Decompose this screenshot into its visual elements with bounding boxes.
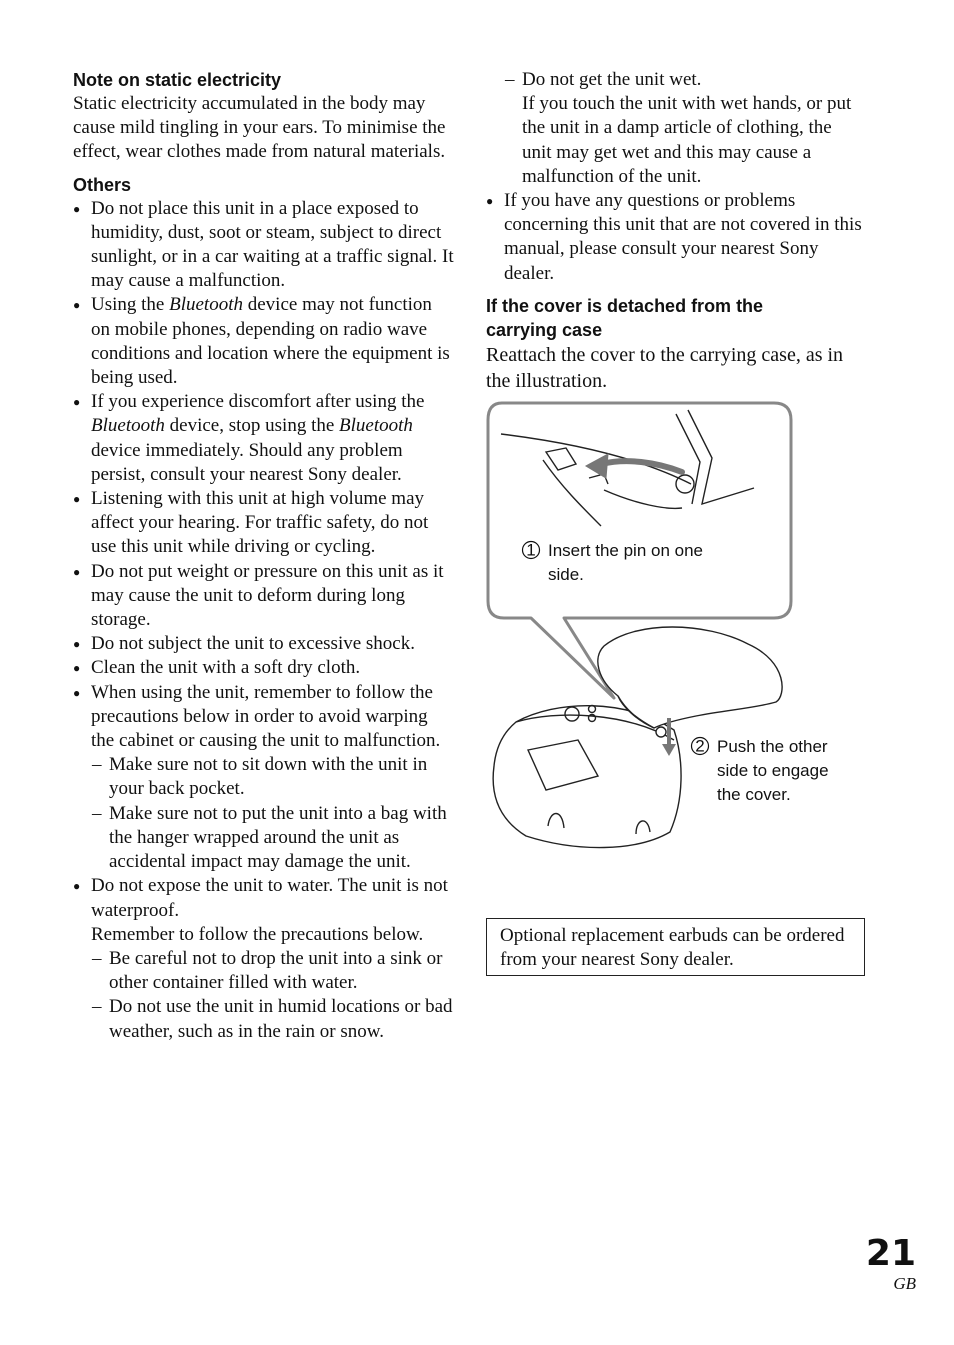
- step2-caption-line: Push the other: [717, 737, 828, 756]
- precautions-sublist: [91, 753, 455, 874]
- list-item: ● Listening with this unit at high volume may affect your hearing. For traffic safety, do not use this unit while driving or cycling.: [73, 487, 455, 560]
- sublist-item: – Do not get the unit wet. If you touch the unit with wet hands, or put the unit in a damp article of clothing, the unit may get wet and this may cause a malfunction of the unit.: [504, 68, 864, 189]
- list-item: ● Do not expose the unit to water. The unit is not waterproof. Remember to follow the precautions below. – Be careful not to drop the unit into a sink or other container filled with water. – Do not use the unit in humid locations or bad weather, such as in the rain or snow.: [73, 874, 455, 1043]
- sublist-item: – Do not use the unit in humid locations or bad weather, such as in the rain or snow.: [91, 995, 455, 1043]
- sublist-item: – Make sure not to sit down with the unit in your back pocket.: [91, 753, 455, 801]
- list-item: ● Do not put weight or pressure on this unit as it may cause the unit to deform during long storage.: [73, 560, 455, 633]
- step1-caption-line: side.: [548, 565, 584, 584]
- list-item: ● If you have any questions or problems concerning this unit that are not covered in this manual, please consult your nearest Sony dealer.: [486, 189, 864, 286]
- list-item: ● Do not subject the unit to excessive shock.: [73, 632, 455, 656]
- static-electricity-heading: Note on static electricity: [73, 70, 282, 90]
- list-item: ● Clean the unit with a soft dry cloth.: [73, 656, 455, 680]
- cover-reattach-illustration: [486, 400, 864, 870]
- static-electricity-text: Static electricity accumulated in the body may cause mild tingling in your ears. To minimise the effect, wear clothes made from natural materials.: [73, 93, 446, 163]
- list-item: ● Using the Bluetooth device may not function on mobile phones, depending on radio wave conditions and location where the equipment is being used.: [73, 293, 455, 390]
- reattach-instruction: Reattach the cover to the carrying case, as in the illustration.: [486, 343, 844, 392]
- others-heading: Others: [73, 174, 132, 195]
- page-number-value: 21: [865, 1233, 916, 1274]
- sublist-item: – Be careful not to drop the unit into a sink or other container filled with water.: [91, 947, 455, 995]
- water-sublist-continued: [504, 68, 864, 189]
- page-number: [866, 1234, 916, 1294]
- water-sublist: [91, 947, 455, 1044]
- step1-caption-line: Insert the pin on one: [548, 541, 704, 560]
- language-code: GB: [893, 1274, 916, 1293]
- list-item: ● When using the unit, remember to follow the precautions below in order to avoid warping the cabinet or causing the unit to malfunction. – Make sure not to sit down with the unit in your back pocket. – Make sure not to put the unit into a bag with the hanger wrapped around the unit as accidental impact may damage the unit.: [73, 681, 455, 875]
- list-item: ● If you experience discomfort after using the Bluetooth device, stop using the Bluetooth device immediately. Should any problem persist, consult your nearest Sony dealer.: [73, 390, 455, 487]
- sublist-item: – Make sure not to put the unit into a bag with the hanger wrapped around the unit as accidental impact may damage the unit.: [91, 802, 455, 875]
- questions-list: [486, 189, 864, 286]
- step1-number: 1: [526, 540, 536, 560]
- cover-detached-heading: If the cover is detached from the carrying case: [486, 295, 764, 340]
- others-list: [73, 197, 455, 1044]
- list-item: ● Do not place this unit in a place exposed to humidity, dust, soot or steam, subject to direct sunlight, or in a car waiting at a traffic signal. It may cause a malfunction.: [73, 197, 455, 294]
- right-column: [486, 68, 864, 394]
- step2-caption-line: the cover.: [717, 785, 791, 804]
- step2-caption-line: side to engage: [717, 761, 829, 780]
- left-column: [73, 68, 455, 1044]
- step2-number: 2: [695, 736, 705, 756]
- earbuds-note-box: Optional replacement earbuds can be ordered from your nearest Sony dealer.: [486, 918, 865, 976]
